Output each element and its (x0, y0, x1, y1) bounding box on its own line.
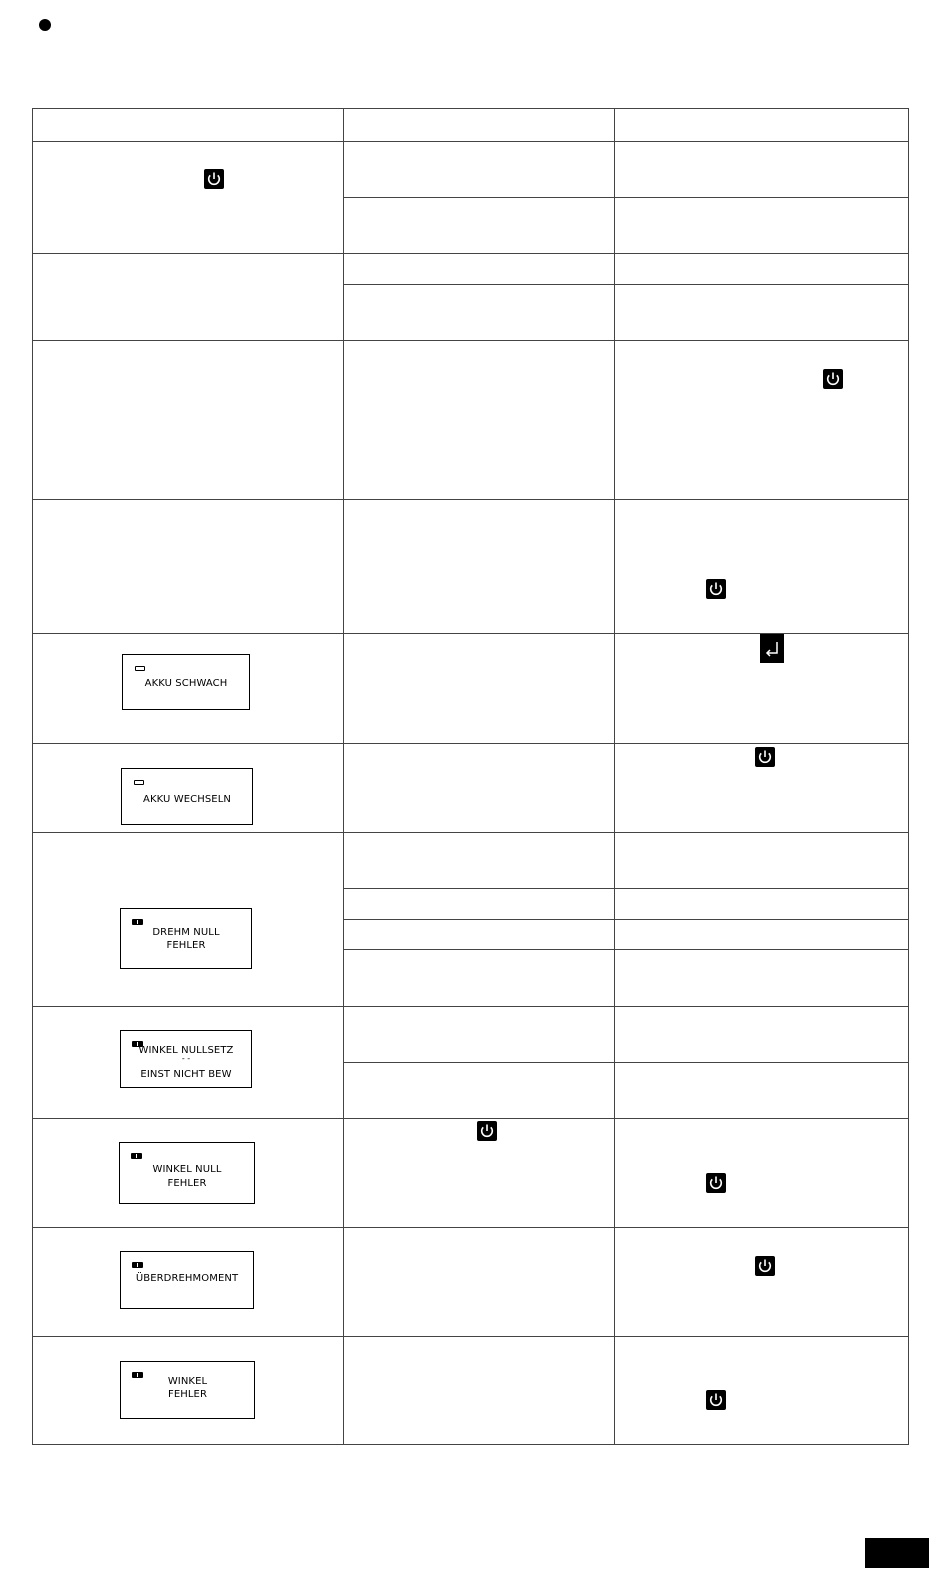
battery-full-icon (131, 1153, 142, 1159)
row-divider (32, 1336, 909, 1337)
battery-full-icon (132, 919, 143, 925)
display-text: AKKU SCHWACH (144, 678, 228, 689)
subrow-divider (343, 284, 909, 285)
column-divider (614, 108, 615, 1445)
display-text: FEHLER (167, 1389, 208, 1400)
subrow-divider (343, 888, 909, 889)
row-divider (32, 1006, 909, 1007)
power-icon (706, 579, 726, 599)
subrow-divider (343, 949, 909, 950)
power-icon (706, 1173, 726, 1193)
column-divider (343, 108, 344, 1445)
subrow-divider (343, 1062, 909, 1063)
lcd-display-akku-wechseln (121, 768, 253, 825)
power-icon (755, 747, 775, 767)
row-divider (32, 1118, 909, 1119)
row-divider (32, 340, 909, 341)
table-border-top (32, 108, 909, 109)
subrow-divider (343, 197, 909, 198)
row-divider (32, 253, 909, 254)
battery-empty-icon (135, 666, 145, 671)
table-border-right (908, 108, 909, 1445)
display-text: DREHM NULL (152, 927, 220, 938)
display-text: FEHLER (166, 940, 206, 951)
header-row-divider (32, 141, 909, 142)
lcd-display-akku-schwach (122, 654, 250, 710)
row-divider (32, 1227, 909, 1228)
display-text: ÜBERDREHMOMENT (135, 1273, 239, 1284)
power-icon (823, 369, 843, 389)
lcd-display-winkel-null-fehler (119, 1142, 255, 1204)
lcd-display-ueberdrehmoment (120, 1251, 254, 1309)
display-text: WINKEL (167, 1376, 208, 1387)
lcd-display-drehm-null-fehler (120, 908, 252, 969)
display-text: WINKEL NULLSETZ (138, 1045, 234, 1056)
table-border-left (32, 108, 33, 1445)
battery-empty-icon (134, 780, 144, 785)
power-icon (755, 1256, 775, 1276)
battery-full-icon (132, 1262, 143, 1268)
display-text: WINKEL NULL (152, 1164, 222, 1175)
display-text: FEHLER (167, 1178, 207, 1189)
display-dashes: - - (181, 1054, 191, 1063)
page-number-block (865, 1538, 929, 1568)
power-icon (706, 1390, 726, 1410)
power-icon (477, 1121, 497, 1141)
enter-icon (760, 634, 784, 663)
row-divider (32, 832, 909, 833)
subrow-divider (343, 919, 909, 920)
display-text: EINST NICHT BEW (140, 1069, 232, 1080)
row-divider (32, 499, 909, 500)
lcd-display-winkel-nullsetz (120, 1030, 252, 1088)
row-divider (32, 743, 909, 744)
display-text: AKKU WECHSELN (143, 794, 231, 805)
power-icon (204, 169, 224, 189)
table-border-bottom (32, 1444, 909, 1445)
lcd-display-winkel-fehler (120, 1361, 255, 1419)
